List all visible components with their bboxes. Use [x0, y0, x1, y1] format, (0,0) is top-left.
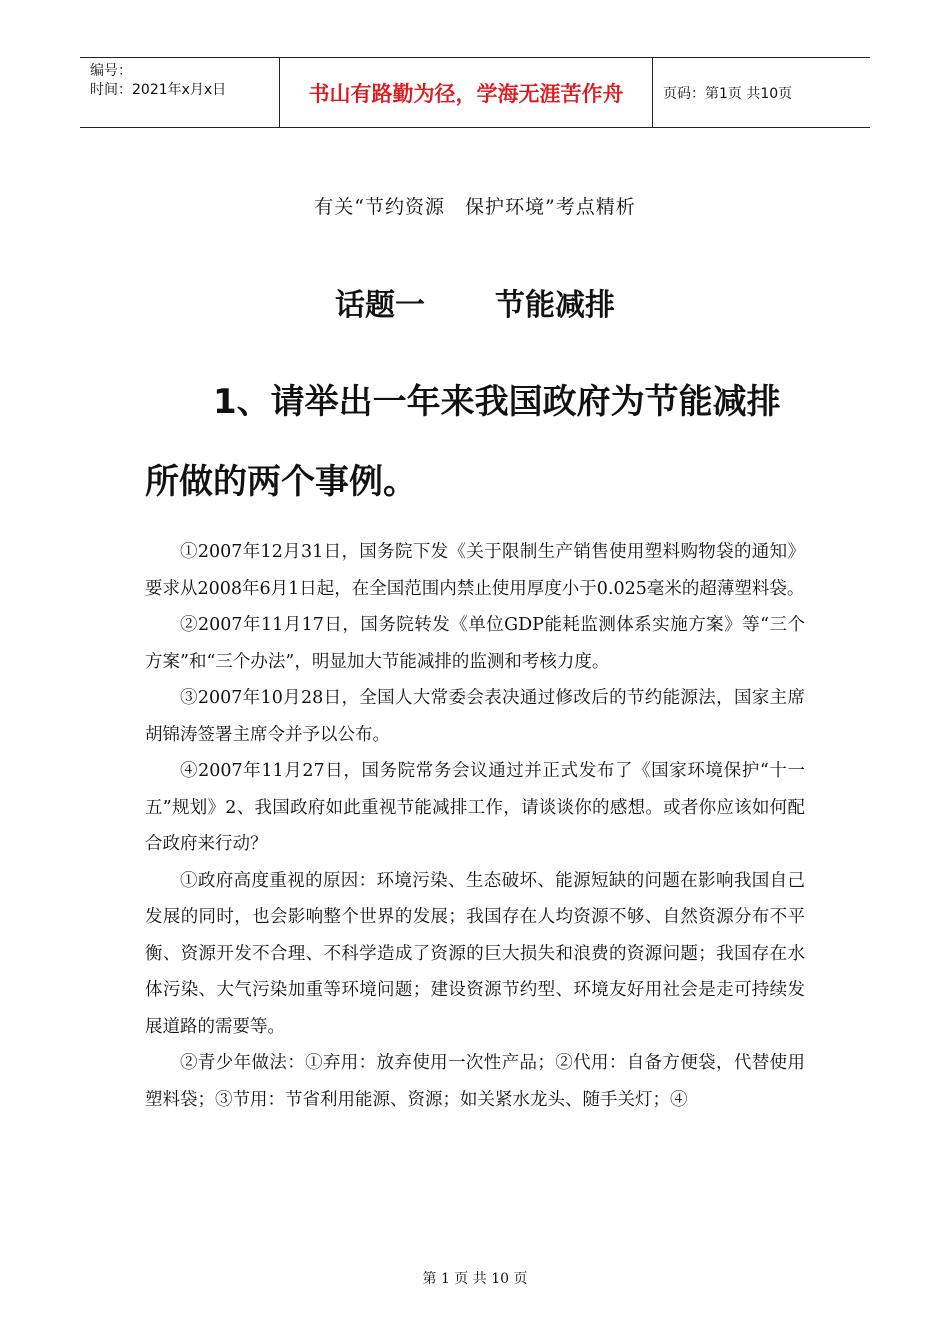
topic-name: 节能减排	[495, 288, 615, 323]
number-label: 编号：	[90, 63, 132, 79]
page-footer: 第 1 页 共 10 页	[422, 1271, 528, 1287]
header-motto: 书山有路勤为径，学海无涯苦作舟	[280, 58, 653, 127]
header-page-info: 页码：第1页 共10页	[663, 85, 793, 102]
time-label: 时间：2021年x月x日	[90, 82, 227, 98]
paragraph: ④2007年11月27日，国务院常务会议通过并正式发布了《国家环境保护“十一五”规划》2、我国政府如此重视节能减排工作，请谈谈你的感想。或者你应该如何配合政府来行动？	[145, 761, 805, 854]
document-header	[80, 57, 870, 128]
topic-number: 话题一	[335, 288, 425, 323]
paragraph: ①2007年12月31日，国务院下发《关于限制生产销售使用塑料购物袋的通知》要求从2008年6月1日起，在全国范围内禁止使用厚度小于0.025毫米的超薄塑料袋。	[145, 542, 805, 599]
header-meta	[80, 58, 280, 127]
paragraph: ②2007年11月17日，国务院转发《单位GDP能耗监测体系实施方案》等“三个方案”和“三个办法”，明显加大节能减排的监测和考核力度。	[145, 615, 805, 672]
body-text	[145, 534, 805, 1118]
topic-heading	[0, 280, 950, 324]
document-subtitle: 有关“节约资源 保护环境”考点精析	[314, 196, 636, 218]
paragraph: ③2007年10月28日，全国人大常委会表决通过修改后的节约能源法，国家主席胡锦涛签署主席令并予以公布。	[145, 688, 805, 745]
paragraph: ①政府高度重视的原因：环境污染、生态破坏、能源短缺的问题在影响我国自己发展的同时，也会影响整个世界的发展；我国存在人均资源不够、自然资源分布不平衡、资源开发不合理、不科学造成了资源的巨大损失和浪费的资源问题；我国存在水体污染、大气污染加重等环境问题；建设资源节约型、环境友好用社会是走可持续发展道路的需要等。	[145, 870, 805, 1037]
question-heading: 1、请举出一年来我国政府为节能减排所做的两个事例。	[145, 382, 781, 502]
paragraph: ②青少年做法：①弃用：放弃使用一次性产品；②代用：自备方便袋，代替使用塑料袋；③节用：节省利用能源、资源；如关紧水龙头、随手关灯；④	[145, 1053, 805, 1110]
